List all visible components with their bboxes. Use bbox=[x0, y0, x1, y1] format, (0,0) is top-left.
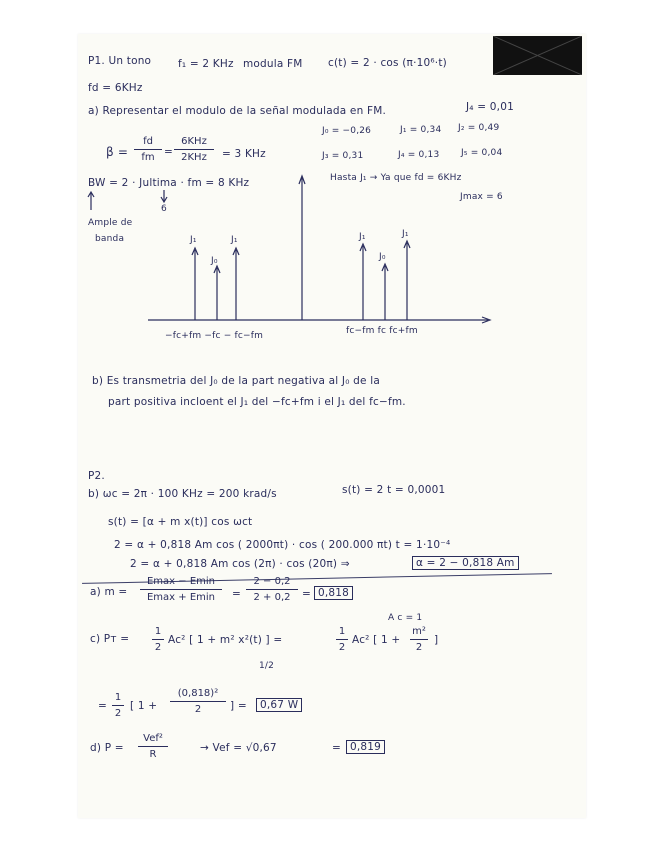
p2-a-fraction: Emax − Emin Emax + Emin bbox=[140, 576, 222, 603]
p1-part-b-line1: b) Es transmetria del J₀ de la part negativa al J₀ de la bbox=[92, 375, 380, 387]
p2-ac-note: A c = 1 bbox=[388, 613, 423, 623]
p1-modula: modula FM bbox=[243, 58, 303, 70]
p2-c2-mid: [ 1 + bbox=[130, 700, 158, 712]
bessel-j0: J₀ = −0,26 bbox=[322, 126, 372, 136]
p2-m-result: 0,818 bbox=[314, 586, 353, 600]
beta-fraction: fd fm bbox=[134, 136, 162, 163]
p2-power-result: 0,67 W bbox=[256, 698, 302, 712]
p2-eq3: 2 = α + 0,818 Am cos (2π) · cos (20π) ⇒ bbox=[130, 558, 350, 570]
p2-c-m2: m² 2 bbox=[410, 626, 428, 653]
p2-b-wc: b) ωc = 2π · 100 KHz = 200 krad/s bbox=[88, 488, 277, 500]
p2-vef-result: 0,819 bbox=[346, 740, 385, 754]
bessel-j4: J₄ = 0,01 bbox=[466, 101, 514, 113]
p1-title: P1. Un tono bbox=[88, 55, 152, 67]
p2-d-fraction: Vef² R bbox=[138, 733, 168, 760]
p2-c-half: 1 2 bbox=[152, 626, 164, 653]
hasta-note: Hasta J₁ → Ya que fd = 6KHz bbox=[330, 173, 462, 183]
bessel-j2: J₂ = 0,49 bbox=[458, 123, 500, 133]
beta-result: = 3 KHz bbox=[222, 148, 266, 160]
p2-c-rhs: Ac² [ 1 + bbox=[352, 634, 401, 646]
p2-alpha-result: α = 2 − 0,818 Am bbox=[412, 556, 519, 570]
p2-eq2: 2 = α + 0,818 Am cos ( 2000πt) · cos ( 200.000 πt) t = 1·10⁻⁴ bbox=[114, 539, 451, 551]
p1-fd: fd = 6KHz bbox=[88, 82, 143, 94]
bessel-j4b: J₄ = 0,13 bbox=[398, 150, 440, 160]
beta-lhs: β = bbox=[106, 145, 129, 159]
p2-eq1: s(t) = [α + m x(t)] cos ωct bbox=[108, 516, 253, 528]
p2-a-label: a) m = bbox=[90, 586, 128, 598]
p1-part-b-line2: part positiva incloent el J₁ del −fc+fm i el J₁ del fc−fm. bbox=[108, 396, 406, 408]
p2-c-mid: Ac² [ 1 + m² x²(t) ] = bbox=[168, 634, 283, 646]
spectrum-label-j1-right-a: J₁ bbox=[359, 232, 366, 242]
p2-d-mid: → Vef = √0,67 bbox=[200, 742, 277, 754]
p2-a-values: 2 − 0,2 2 + 0,2 bbox=[246, 576, 298, 603]
spectrum-label-j0-right: J₀ bbox=[379, 252, 386, 262]
beta-values: 6KHz 2KHz bbox=[174, 136, 214, 163]
spectrum-label-j1-left-a: J₁ bbox=[190, 235, 197, 245]
spectrum-axis-right: fc−fm fc fc+fm bbox=[346, 326, 418, 336]
ample-label: Ample de bbox=[88, 218, 133, 228]
p2-c-half-rhs: 1 2 bbox=[336, 626, 348, 653]
p1-f1: f₁ = 2 KHz bbox=[178, 58, 234, 70]
bandwidth: BW = 2 · Jultima · fm = 8 KHz bbox=[88, 177, 250, 189]
p2-c2-fraction: (0,818)² 2 bbox=[170, 688, 226, 715]
spectrum-axis-left: −fc+fm −fc − fc−fm bbox=[165, 331, 264, 341]
p2-title: P2. bbox=[88, 470, 105, 482]
p2-c-lhs: c) Pᴛ = bbox=[90, 633, 130, 645]
jmax: Jmax = 6 bbox=[460, 192, 503, 202]
p2-c2-half: 1 2 bbox=[112, 692, 124, 719]
p2-b-st: s(t) = 2 t = 0,0001 bbox=[342, 484, 446, 496]
banda-label: banda bbox=[95, 234, 125, 244]
bessel-j1: J₁ = 0,34 bbox=[400, 125, 442, 135]
p1-carrier: c(t) = 2 · cos (π·10⁶·t) bbox=[328, 57, 447, 69]
p1-part-a: a) Representar el modulo de la señal modulada en FM. bbox=[88, 105, 386, 117]
p2-d-lhs: d) P = bbox=[90, 742, 124, 754]
bessel-j3: J₃ = 0,31 bbox=[322, 151, 364, 161]
spectrum-label-j1-left-b: J₁ bbox=[231, 235, 238, 245]
p2-c-under: 1/2 bbox=[259, 661, 275, 671]
spectrum-label-j0-left: J₀ bbox=[211, 256, 218, 266]
spectrum-label-j1-right-b: J₁ bbox=[402, 229, 409, 239]
bessel-j5: J₅ = 0,04 bbox=[461, 148, 503, 158]
jultima-value: 6 bbox=[161, 204, 167, 214]
